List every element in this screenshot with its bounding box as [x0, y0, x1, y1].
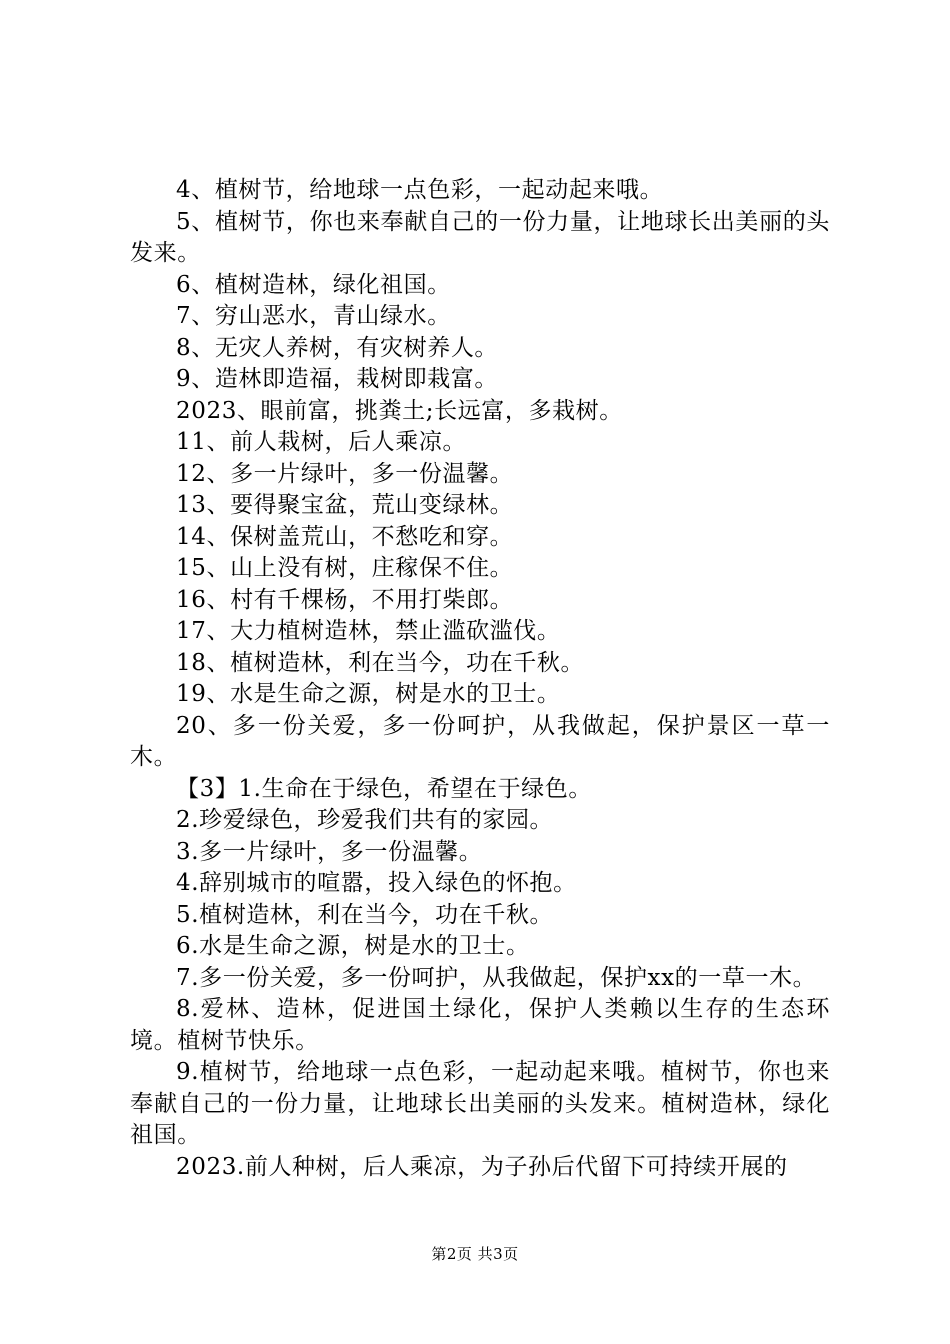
- document-body: [130, 175, 830, 1183]
- paragraph: 9.植树节，给地球一点色彩，一起动起来哦。植树节，你也来奉献自己的一份力量，让地球长出美丽的头发来。植树造林，绿化祖国。: [130, 1059, 830, 1148]
- paragraph: 8、无灾人养树，有灾树养人。: [176, 334, 499, 361]
- paragraph: 20、多一份关爱，多一份呵护，从我做起，保护景区一草一木。: [130, 712, 830, 770]
- paragraph: 15、山上没有树，庄稼保不住。: [176, 555, 514, 581]
- paragraph: 19、水是生命之源，树是水的卫士。: [176, 681, 561, 707]
- paragraph: 2023、眼前富，挑粪土;长远富，多栽树。: [176, 397, 623, 424]
- paragraph: 2023.前人种树，后人乘凉，为子孙后代留下可持续开展的: [176, 1153, 788, 1180]
- paragraph: 12、多一片绿叶，多一份温馨。: [176, 460, 514, 487]
- page-footer: 第2页 共3页: [431, 1245, 519, 1263]
- paragraph: 4.辞别城市的喧嚣，投入绿色的怀抱。: [176, 870, 577, 896]
- paragraph: 11、前人栽树，后人乘凉。: [176, 429, 467, 455]
- paragraph: 6.水是生命之源，树是水的卫士。: [176, 933, 530, 959]
- paragraph: 7、穷山恶水，青山绿水。: [176, 303, 451, 329]
- paragraph: 16、村有千棵杨，不用打柴郎。: [176, 586, 514, 613]
- paragraph: 【3】1.生命在于绿色，希望在于绿色。: [176, 775, 592, 802]
- paragraph: 7.多一份关爱，多一份呵护，从我做起，保护xx的一草一木。: [176, 964, 817, 991]
- paragraph: 3.多一片绿叶，多一份温馨。: [176, 838, 483, 865]
- paragraph: 4、植树节，给地球一点色彩，一起动起来哦。: [176, 177, 664, 203]
- paragraph: 9、造林即造福，栽树即栽富。: [176, 366, 499, 392]
- paragraph: 5.植树造林，利在当今，功在千秋。: [176, 901, 554, 928]
- paragraph: 2.珍爱绿色，珍爱我们共有的家园。: [176, 807, 554, 833]
- paragraph: 14、保树盖荒山，不愁吃和穿。: [176, 523, 514, 550]
- paragraph: 13、要得聚宝盆，荒山变绿林。: [176, 492, 514, 518]
- paragraph: 17、大力植树造林，禁止滥砍滥伐。: [176, 618, 561, 644]
- paragraph: 18、植树造林，利在当今，功在千秋。: [176, 649, 585, 676]
- paragraph: 5、植树节，你也来奉献自己的一份力量，让地球长出美丽的头发来。: [130, 208, 830, 266]
- paragraph: 6、植树造林，绿化祖国。: [176, 271, 451, 298]
- paragraph: 8.爱林、造林，促进国土绿化，保护人类赖以生存的生态环境。植树节快乐。: [130, 996, 830, 1054]
